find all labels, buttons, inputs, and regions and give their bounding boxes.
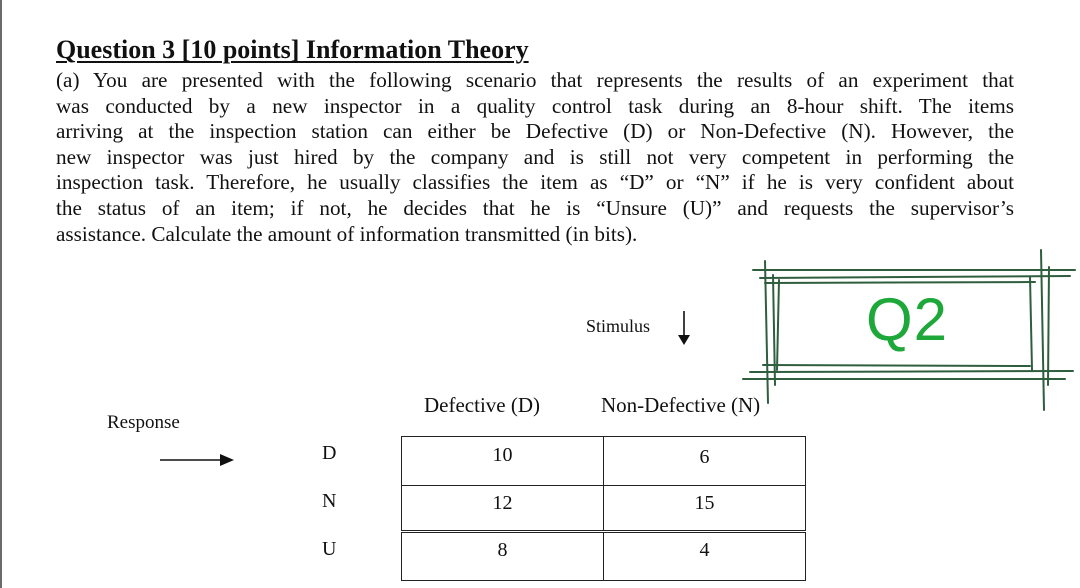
row-label-u: U	[322, 538, 337, 560]
table-row	[401, 532, 806, 581]
question-line: arriving at the inspection station can either be Defective (D) or Non-Defective (N). However, the	[56, 119, 1014, 144]
column-header-defective: Defective (D)	[424, 393, 541, 417]
table-row	[401, 485, 806, 531]
table-cell: 6	[603, 437, 805, 485]
arrow-down-icon	[674, 309, 694, 349]
question-line: assistance. Calculate the amount of information transmitted (in bits).	[56, 221, 638, 246]
arrow-right-icon	[158, 450, 238, 470]
table-row	[401, 436, 806, 486]
response-label: Response	[107, 412, 180, 433]
question-line: new inspector was just hired by the company and is still not very competent in performing the	[56, 144, 1014, 169]
table-cell: 8	[497, 539, 508, 561]
question-line: the status of an item; if not, he decides that he is “Unsure (U)” and requests the supervisor’s	[56, 195, 1014, 220]
column-header-non-defective: Non-Defective (N)	[601, 393, 761, 417]
question-line: inspection task. Therefore, he usually classifies the item as “D” or “N” if he is very confident about	[56, 170, 1014, 195]
table-cell: 15	[603, 486, 805, 530]
question-title: Question 3 [10 points] Information Theory	[56, 35, 529, 64]
table-cell: 4	[603, 533, 805, 580]
question-line: was conducted by a new inspector in a quality control task during an 8-hour shift. The items	[56, 93, 1014, 118]
table-cell: 12	[492, 492, 513, 514]
question-line: (a) You are presented with the following scenario that represents the results of an experiment that	[56, 68, 1014, 92]
page-left-border	[0, 0, 2, 588]
row-label-d: D	[322, 442, 337, 464]
question-text	[56, 68, 1014, 247]
q2-annotation: Q2	[866, 286, 949, 353]
row-label-n: N	[322, 490, 337, 512]
stimulus-label: Stimulus	[586, 316, 651, 336]
table-cell: 10	[492, 444, 513, 466]
